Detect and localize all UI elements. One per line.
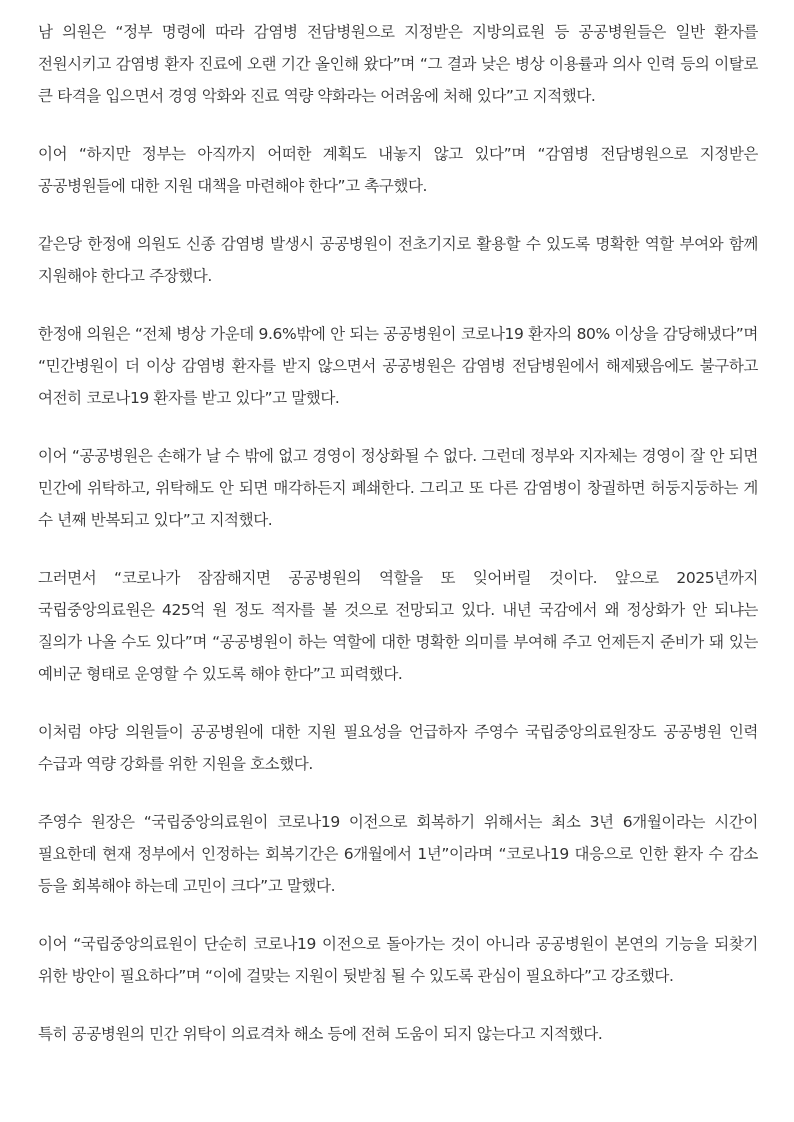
article-paragraph-9: 이어 “국립중앙의료원이 단순히 코로나19 이전으로 돌아가는 것이 아니라 공공병원이 본연의 기능을 되찾기 위한 방안이 필요하다”며 “이에 걸맞는 지원이 뒷받침 될 수 있도록 관심이 필요하다”고 강조했다. (38, 935, 758, 985)
article-paragraph-3: 같은당 한정애 의원도 신종 감염병 발생시 공공병원이 전초기지로 활용할 수 있도록 명확한 역할 부여와 함께 지원해야 한다고 주장했다. (38, 235, 758, 285)
article-body (38, 16, 758, 1076)
article-paragraph-5: 이어 “공공병원은 손해가 날 수 밖에 없고 경영이 정상화될 수 없다. 그런데 정부와 지자체는 경영이 잘 안 되면 민간에 위탁하고, 위탁해도 안 되면 매각하든지 폐쇄한다. 그리고 또 다른 감염병이 창궐하면 허둥지둥하는 게 수 년째 반복되고 있다”고 지적했다. (38, 447, 758, 529)
article-paragraph-10: 특히 공공병원의 민간 위탁이 의료격차 해소 등에 전혀 도움이 되지 않는다고 지적했다. (38, 1025, 603, 1043)
article-paragraph-4: 한정애 의원은 “전체 병상 가운데 9.6%밖에 안 되는 공공병원이 코로나19 환자의 80% 이상을 감당해냈다”며 “민간병원이 더 이상 감염병 환자를 받지 않으면서 공공병원은 감염병 전담병원에서 해제됐음에도 불구하고 여전히 코로나19 환자를 받고 있다”고 말했다. (38, 325, 758, 407)
article-paragraph-8: 주영수 원장은 “국립중앙의료원이 코로나19 이전으로 회복하기 위해서는 최소 3년 6개월이라는 시간이 필요한데 현재 정부에서 인정하는 회복기간은 6개월에서 1년”이라며 “코로나19 대응으로 인한 환자 수 감소 등을 회복해야 하는데 고민이 크다”고 말했다. (38, 813, 758, 895)
article-paragraph-6: 그러면서 “코로나가 잠잠해지면 공공병원의 역할을 또 잊어버릴 것이다. 앞으로 2025년까지 국립중앙의료원은 425억 원 정도 적자를 볼 것으로 전망되고 있다. 내년 국감에서 왜 정상화가 안 되냐는 질의가 나올 수도 있다”며 “공공병원이 하는 역할에 대한 명확한 의미를 부여해 주고 언제든지 준비가 돼 있는 예비군 형태로 운영할 수 있도록 해야 한다”고 피력했다. (38, 569, 758, 683)
article-paragraph-2: 이어 “하지만 정부는 아직까지 어떠한 계획도 내놓지 않고 있다”며 “감염병 전담병원으로 지정받은 공공병원들에 대한 지원 대책을 마련해야 한다”고 촉구했다. (38, 145, 758, 195)
article-paragraph-7: 이처럼 야당 의원들이 공공병원에 대한 지원 필요성을 언급하자 주영수 국립중앙의료원장도 공공병원 인력 수급과 역량 강화를 위한 지원을 호소했다. (38, 723, 758, 773)
article-paragraph-1: 남 의원은 “정부 명령에 따라 감염병 전담병원으로 지정받은 지방의료원 등 공공병원들은 일반 환자를 전원시키고 감염병 환자 진료에 오랜 기간 올인해 왔다”며 “그 결과 낮은 병상 이용률과 의사 인력 등의 이탈로 큰 타격을 입으면서 경영 악화와 진료 역량 약화라는 어려움에 처해 있다”고 지적했다. (38, 23, 758, 105)
